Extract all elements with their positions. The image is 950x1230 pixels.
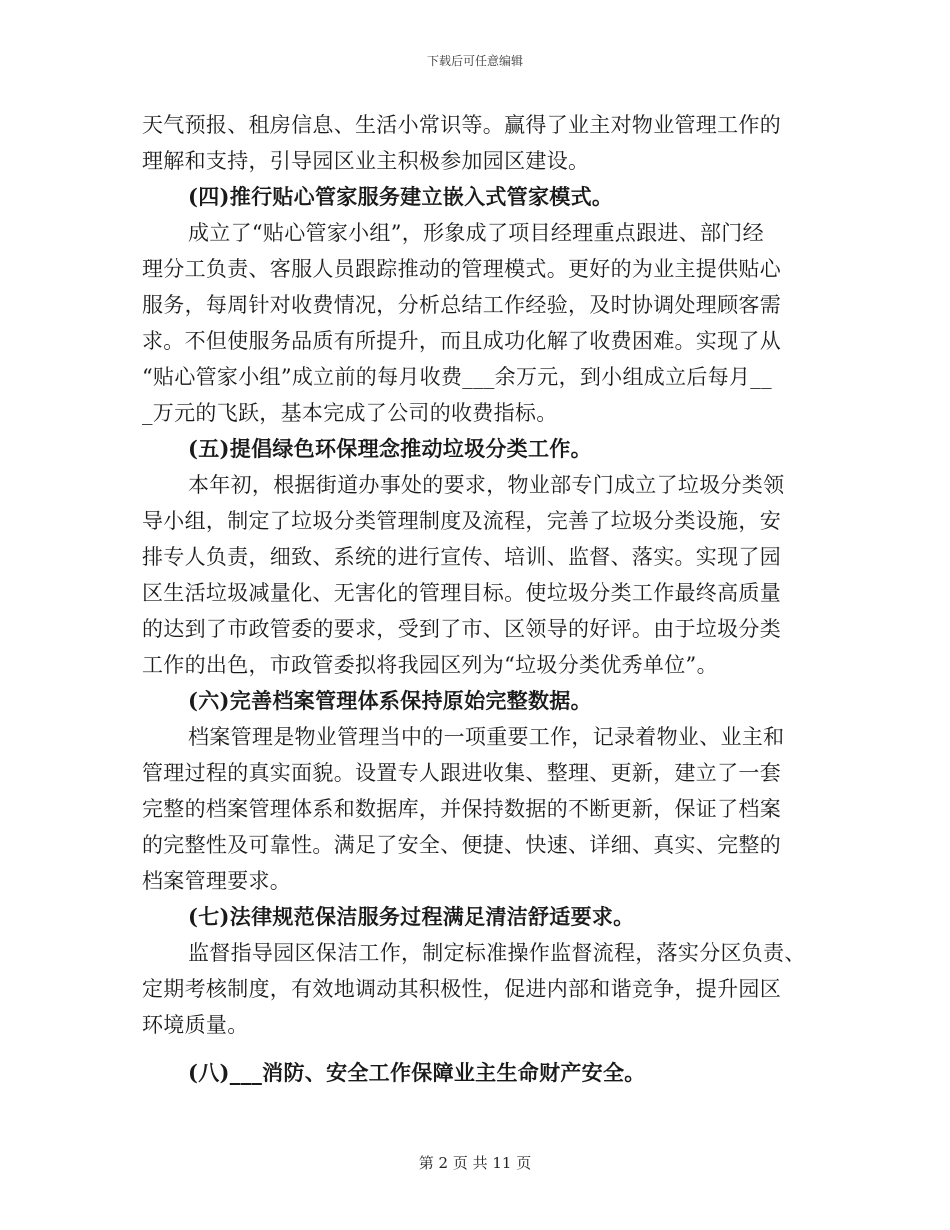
page-number: 第 2 页 共 11 页 — [418, 1154, 532, 1172]
body-line: 的达到了市政管委的要求，受到了市、区领导的好评。由于垃圾分类 — [142, 617, 781, 641]
body-line: “贴心管家小组”成立前的每月收费___余万元，到小组成立后每月__ — [142, 365, 772, 389]
body-line: 求。不但使服务品质有所提升，而且成功化解了收费困难。实现了从 — [142, 329, 781, 353]
section-heading-6: (六)完善档案管理体系保持原始完整数据。 — [188, 688, 592, 713]
section-heading-8: (八)___消防、安全工作保障业主生命财产安全。 — [188, 1060, 646, 1085]
body-line: 服务，每周针对收费情况，分析总结工作经验，及时协调处理顾客需 — [142, 293, 781, 317]
body-line: 完整的档案管理体系和数据库，并保持数据的不断更新，保证了档案 — [142, 797, 781, 821]
body-line: 成立了“贴心管家小组”，形象成了项目经理重点跟进、部门经 — [188, 221, 764, 245]
body-line: 本年初，根据街道办事处的要求，物业部专门成立了垃圾分类领 — [188, 473, 785, 497]
body-line: 天气预报、租房信息、生活小常识等。赢得了业主对物业管理工作的 — [142, 113, 781, 137]
body-line: 的完整性及可靠性。满足了安全、便捷、快速、详细、真实、完整的 — [142, 833, 781, 857]
body-line: 管理过程的真实面貌。设置专人跟进收集、整理、更新，建立了一套 — [142, 761, 781, 785]
body-line: 理解和支持，引导园区业主积极参加园区建设。 — [142, 149, 590, 173]
section-heading-4: (四)推行贴心管家服务建立嵌入式管家模式。 — [188, 184, 614, 209]
body-line: 工作的出色，市政管委拟将我园区列为“垃圾分类优秀单位”。 — [142, 653, 718, 677]
body-line: 档案管理要求。 — [142, 869, 292, 893]
body-line: _万元的飞跃，基本完成了公司的收费指标。 — [142, 401, 558, 425]
body-line: 导小组，制定了垃圾分类管理制度及流程，完善了垃圾分类设施，安 — [142, 509, 781, 533]
page-header-note: 下载后可任意编辑 — [426, 54, 523, 68]
body-line: 档案管理是物业管理当中的一项重要工作，记录着物业、业主和 — [188, 725, 785, 749]
body-line: 排专人负责，细致、系统的进行宣传、培训、监督、落实。实现了园 — [142, 545, 781, 569]
section-heading-7: (七)法律规范保洁服务过程满足清洁舒适要求。 — [188, 904, 635, 929]
section-heading-5: (五)提倡绿色环保理念推动垃圾分类工作。 — [188, 436, 592, 461]
body-line: 环境质量。 — [142, 1013, 249, 1037]
body-line: 定期考核制度，有效地调动其积极性，促进内部和谐竞争，提升园区 — [142, 977, 781, 1001]
body-line: 理分工负责、客服人员跟踪推动的管理模式。更好的为业主提供贴心 — [142, 257, 781, 281]
document-body — [142, 107, 810, 1091]
body-line: 区生活垃圾减量化、无害化的管理目标。使垃圾分类工作最终高质量 — [142, 581, 781, 605]
body-line: 监督指导园区保洁工作，制定标准操作监督流程，落实分区负责、 — [188, 941, 806, 965]
